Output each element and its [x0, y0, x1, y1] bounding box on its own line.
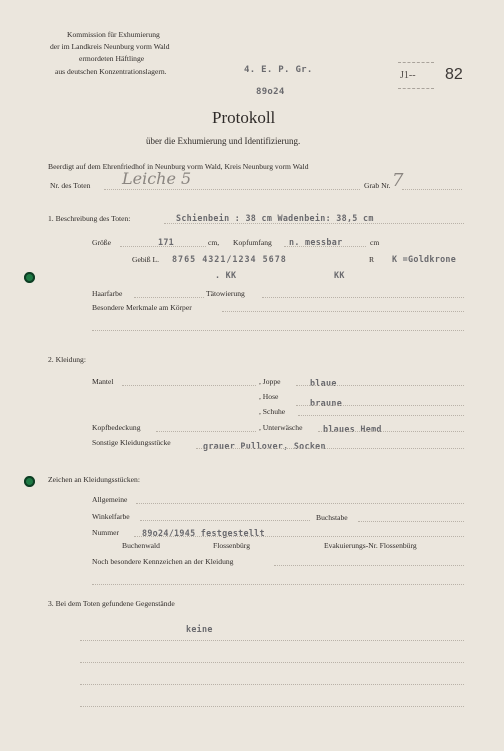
angle-color-label: Winkelfarbe [92, 512, 130, 521]
burial-place-text: Beerdigt auf dem Ehrenfriedhof in Neunburg vorm Wald, Kreis Neunburg vorm Wald [48, 162, 309, 171]
teeth-chart: 8765 4321/1234 5678 [172, 254, 287, 264]
file-dash-bottom [398, 88, 434, 89]
number-label: Nummer [92, 528, 119, 537]
section1-heading: 1. Beschreibung des Toten: [48, 214, 131, 223]
underwear-line [318, 431, 464, 432]
general-line [136, 503, 464, 504]
teeth-marks-right: KK [334, 270, 345, 280]
teeth-legend: K =Goldkrone [392, 254, 457, 264]
bone-measurements: Schienbein : 38 cm Wadenbein: 38,5 cm [176, 213, 374, 223]
document-title: Protokoll [212, 108, 276, 127]
teeth-label: Gebiß L. [132, 255, 159, 264]
org-line-4: aus deutschen Konzentrationslagern. [55, 67, 167, 76]
found-items-value: keine [186, 624, 213, 634]
body-features-label: Besondere Merkmale am Körper [92, 303, 192, 312]
prisoner-number: 89o24/1945 festgestellt [142, 528, 265, 538]
other-clothes-value: grauer Pullover, Socken [203, 441, 326, 451]
file-prefix: J1-- [400, 70, 416, 81]
head-circumference-value: n. messbar [289, 237, 343, 247]
other-clothes-line [196, 448, 464, 449]
height-unit: cm, [208, 238, 220, 247]
angle-color-line [140, 520, 310, 521]
org-line-2: der im Landkreis Neunburg vorm Wald [50, 42, 170, 51]
number-line [134, 536, 464, 537]
hair-line [134, 297, 204, 298]
deceased-no-value: Leiche 5 [122, 169, 192, 188]
features-line [222, 311, 464, 312]
deceased-no-line [104, 189, 360, 190]
shoes-line [298, 415, 464, 416]
coat-line [122, 385, 256, 386]
org-line-1: Kommission für Exhumierung [67, 30, 160, 39]
section1-line [164, 223, 464, 224]
found-items-line-1 [80, 640, 464, 641]
height-label: Größe [92, 238, 111, 247]
special-marks-label: Noch besondere Kennzeichen an der Kleidung [92, 557, 234, 566]
other-clothes-label: Sonstige Kleidungsstücke [92, 438, 171, 447]
camp-buchenwald: Buchenwald [122, 541, 160, 550]
punch-hole-bottom [24, 476, 35, 487]
special-marks-line-2 [92, 584, 464, 585]
found-items-line-2 [80, 662, 464, 663]
teeth-right-label: R [369, 255, 375, 264]
section3-heading: 3. Bei dem Toten gefundene Gegenstände [48, 599, 175, 608]
document-subtitle: über die Exhumierung und Identifizierung. [146, 136, 301, 146]
headwear-line [156, 431, 256, 432]
trousers-value: braune [310, 398, 343, 408]
grave-no-label: Grab Nr. [364, 181, 391, 190]
head-line [284, 246, 366, 247]
teeth-marks-left: . KK [215, 270, 237, 280]
grave-no-line [402, 189, 462, 190]
features-line-2 [92, 330, 464, 331]
found-items-line-3 [80, 684, 464, 685]
shoes-label: , Schuhe [259, 407, 286, 416]
deceased-no-label: Nr. des Toten [50, 181, 91, 190]
found-items-line-4 [80, 706, 464, 707]
underwear-value: blaues Hemd [323, 424, 382, 434]
camp-flossenbuerg: Flossenbürg [213, 541, 250, 550]
underwear-label: , Unterwäsche [259, 423, 303, 432]
tattoo-line [262, 297, 464, 298]
trousers-label: , Hose [259, 392, 279, 401]
letter-line [358, 521, 464, 522]
height-value: 171 [158, 237, 175, 247]
head-circumference-unit: cm [370, 238, 380, 247]
jacket-label: , Joppe [259, 377, 281, 386]
file-dash-top [398, 62, 434, 63]
hair-color-label: Haarfarbe [92, 289, 123, 298]
tattoo-label: Tätowierung [206, 289, 245, 298]
stamp-line-1: 4. E. P. Gr. [244, 65, 313, 75]
org-line-3: ermordeten Häftlinge [79, 54, 145, 63]
height-line [120, 246, 206, 247]
special-marks-line [274, 565, 464, 566]
evacuation-no-label: Evakuierungs-Nr. Flossenbürg [324, 541, 417, 550]
grave-no-value: 7 [392, 170, 404, 191]
section2-heading: 2. Kleidung: [48, 355, 86, 364]
punch-hole-top [24, 272, 35, 283]
letter-label: Buchstabe [316, 513, 348, 522]
coat-label: Mantel [92, 377, 114, 386]
general-label: Allgemeine [92, 495, 128, 504]
trousers-line [296, 405, 464, 406]
jacket-value: blaue [310, 378, 337, 388]
file-number: 82 [445, 66, 463, 83]
head-circumference-label: Kopfumfang [233, 238, 272, 247]
clothing-marks-heading: Zeichen an Kleidungsstücken: [48, 475, 140, 484]
stamp-line-2: 89o24 [256, 87, 285, 97]
headwear-label: Kopfbedeckung [92, 423, 141, 432]
jacket-line [296, 385, 464, 386]
